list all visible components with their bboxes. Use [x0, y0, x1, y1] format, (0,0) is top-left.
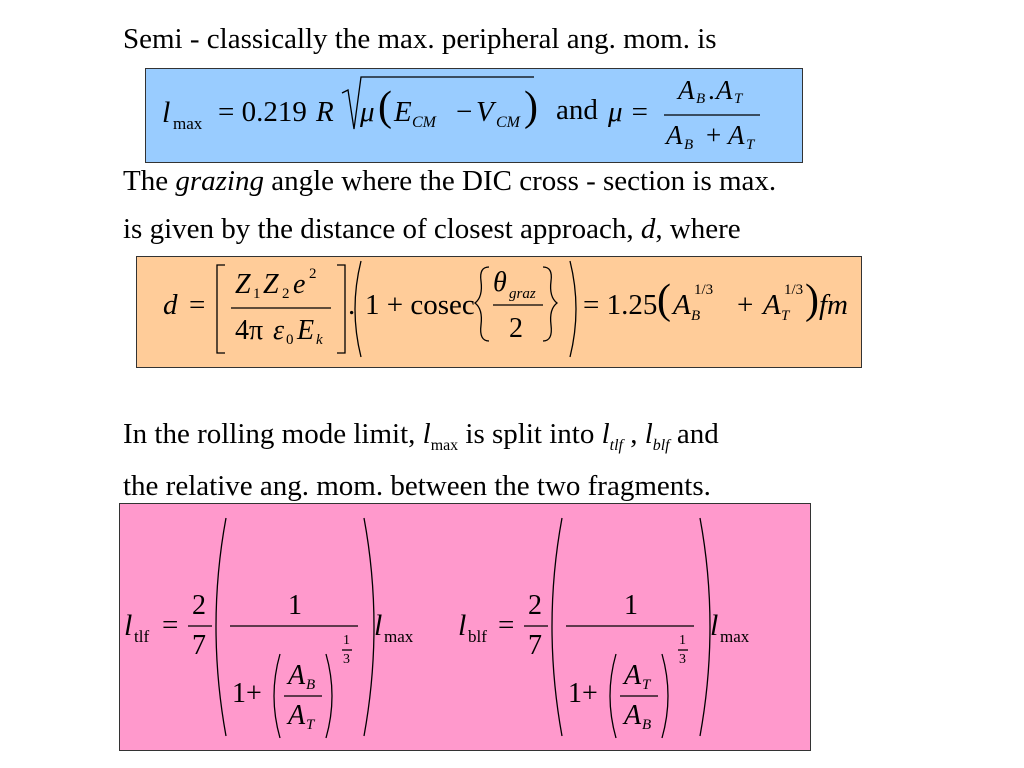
Z1-symbol: Z	[235, 269, 251, 300]
theta-denominator: 2	[509, 313, 523, 344]
tlf-one-plus: 1+	[232, 678, 262, 709]
grazing-text-line	[123, 167, 776, 196]
lblf-inline: l	[644, 418, 653, 450]
coefficient: = 0.219	[218, 96, 307, 128]
tlf-numerator-one: 1	[288, 590, 302, 621]
blf-third-num: 1	[679, 633, 686, 648]
rolling-mode-pre: In the rolling mode limit,	[123, 418, 423, 450]
rolling-mode-line	[123, 420, 719, 454]
equals-sign: =	[189, 289, 206, 321]
denominator-A2: A	[728, 120, 745, 150]
tlf-equals: =	[162, 609, 179, 641]
l-symbol: l	[162, 96, 171, 129]
Z2-subscript: 2	[282, 286, 290, 302]
ltlf-inline-sub: tlf	[609, 436, 623, 454]
relative-ang-mom-line: the relative ang. mom. between the two fragments.	[123, 470, 711, 502]
blf-inner-T-sub: T	[642, 677, 651, 693]
left-bracket	[217, 265, 225, 353]
B-exponent: 1/3	[694, 282, 714, 298]
CM-subscript-2: CM	[496, 114, 520, 131]
blf-two: 2	[528, 590, 542, 621]
and-word: and	[556, 94, 598, 126]
fm-unit: fm	[819, 289, 848, 321]
blf-left-big-paren	[552, 518, 562, 736]
blf-third-den: 3	[679, 652, 686, 667]
Z1-subscript: 1	[253, 286, 261, 302]
closest-approach-pre: is given by the distance of closest approach,	[123, 213, 641, 245]
lmax-inline: l	[422, 418, 431, 450]
E-symbol: E	[394, 96, 412, 128]
tlf-subscript: tlf	[134, 627, 150, 646]
epsilon-subscript: 0	[286, 332, 294, 348]
tlf-inner-right-paren	[326, 654, 332, 738]
d-symbol: d	[163, 289, 178, 321]
lmax-inline-sub: max	[430, 436, 459, 454]
numerator-B: B	[696, 91, 706, 107]
tlf-inner-A-num: A	[288, 660, 306, 691]
tlf-right-big-paren	[364, 518, 374, 736]
blf-right-big-paren	[700, 518, 710, 736]
lmax-formula-box	[145, 68, 803, 163]
k-subscript: k	[316, 332, 323, 348]
denominator-B: B	[684, 137, 694, 153]
blf-inner-A-den: A	[624, 700, 642, 731]
l-tlf-symbol: l	[124, 609, 133, 642]
A-B-symbol: A	[673, 289, 691, 321]
lblf-inline-sub: blf	[652, 436, 670, 454]
numerator-T: T	[734, 91, 743, 107]
blf-lmax-symbol: l	[710, 609, 719, 642]
grazing-text-post: angle where the DIC cross - section is max.	[263, 165, 777, 197]
graz-subscript: graz	[509, 286, 536, 302]
multiply-dot: .	[348, 289, 356, 321]
ltlf-inline: l	[601, 418, 610, 450]
tlf-inner-B-sub: B	[306, 677, 316, 693]
blf-subscript: blf	[468, 627, 487, 646]
intro-text-line: Semi - classically the max. peripheral ang. mom. is	[123, 23, 717, 55]
mu-definition: μ =	[608, 96, 650, 128]
close-paren: )	[524, 84, 538, 130]
numerator-A2: A	[716, 75, 733, 105]
T-subscript: T	[781, 308, 790, 324]
blf-numerator-one: 1	[624, 590, 638, 621]
four-pi: 4π	[235, 315, 264, 346]
A-T-symbol: A	[763, 289, 781, 321]
denominator-A: A	[666, 120, 683, 150]
rolling-mode-mid: is split into	[458, 418, 602, 450]
closest-approach-post: , where	[655, 213, 741, 245]
close-paren-2: )	[805, 277, 819, 323]
one-plus-cosec: 1 + cosec	[365, 289, 475, 321]
grazing-word: grazing	[175, 165, 264, 197]
B-subscript: B	[691, 308, 701, 324]
right-brace	[543, 267, 557, 341]
tlf-inner-left-paren	[274, 654, 280, 738]
tlf-third-num: 1	[343, 633, 350, 648]
denominator-plus: +	[706, 120, 722, 150]
tlf-two: 2	[192, 590, 206, 621]
theta-symbol: θ	[493, 267, 507, 298]
blf-one-plus: 1+	[568, 678, 598, 709]
tlf-lmax-symbol: l	[374, 609, 383, 642]
E-symbol: E	[297, 315, 315, 346]
blf-inner-left-paren	[610, 654, 616, 738]
tlf-inner-A-den: A	[288, 700, 306, 731]
mu-symbol: μ	[360, 96, 375, 128]
tlf-third-den: 3	[343, 652, 350, 667]
closest-approach-line	[123, 215, 741, 244]
e-symbol: e	[293, 269, 306, 300]
blf-inner-right-paren	[662, 654, 668, 738]
blf-equals: =	[498, 609, 515, 641]
epsilon-symbol: ε	[273, 315, 285, 346]
tlf-seven: 7	[192, 630, 206, 661]
numerator-dot: .	[708, 75, 715, 105]
numerator-A: A	[678, 75, 695, 105]
right-big-paren	[570, 261, 576, 357]
d-variable: d	[640, 213, 656, 245]
inline-comma: ,	[622, 418, 645, 450]
tlf-left-big-paren	[216, 518, 226, 736]
rolling-mode-and: and	[669, 418, 719, 450]
blf-seven: 7	[528, 630, 542, 661]
left-brace	[475, 267, 489, 341]
distance-formula-box	[136, 256, 862, 368]
blf-lmax-subscript: max	[720, 627, 750, 646]
blf-inner-A-num: A	[624, 660, 642, 691]
R-symbol: R	[316, 96, 334, 128]
open-paren-2: (	[657, 277, 671, 323]
plus-sign: +	[737, 289, 754, 321]
coef-1-25: = 1.25	[583, 289, 658, 321]
minus-sign: −	[456, 96, 473, 128]
denominator-T: T	[746, 137, 755, 153]
blf-inner-B-sub: B	[642, 717, 652, 733]
T-exponent: 1/3	[784, 282, 804, 298]
fragment-ang-mom-box	[119, 503, 811, 751]
tlf-lmax-subscript: max	[384, 627, 414, 646]
tlf-inner-T-sub: T	[306, 717, 315, 733]
l-blf-symbol: l	[458, 609, 467, 642]
Z2-symbol: Z	[263, 269, 279, 300]
e-exponent: 2	[309, 266, 317, 282]
grazing-text-pre: The	[123, 165, 176, 197]
right-bracket	[337, 265, 345, 353]
left-big-paren	[355, 261, 361, 357]
max-subscript: max	[173, 114, 203, 133]
open-paren: (	[378, 84, 392, 130]
CM-subscript: CM	[412, 114, 436, 131]
V-symbol: V	[476, 96, 494, 128]
